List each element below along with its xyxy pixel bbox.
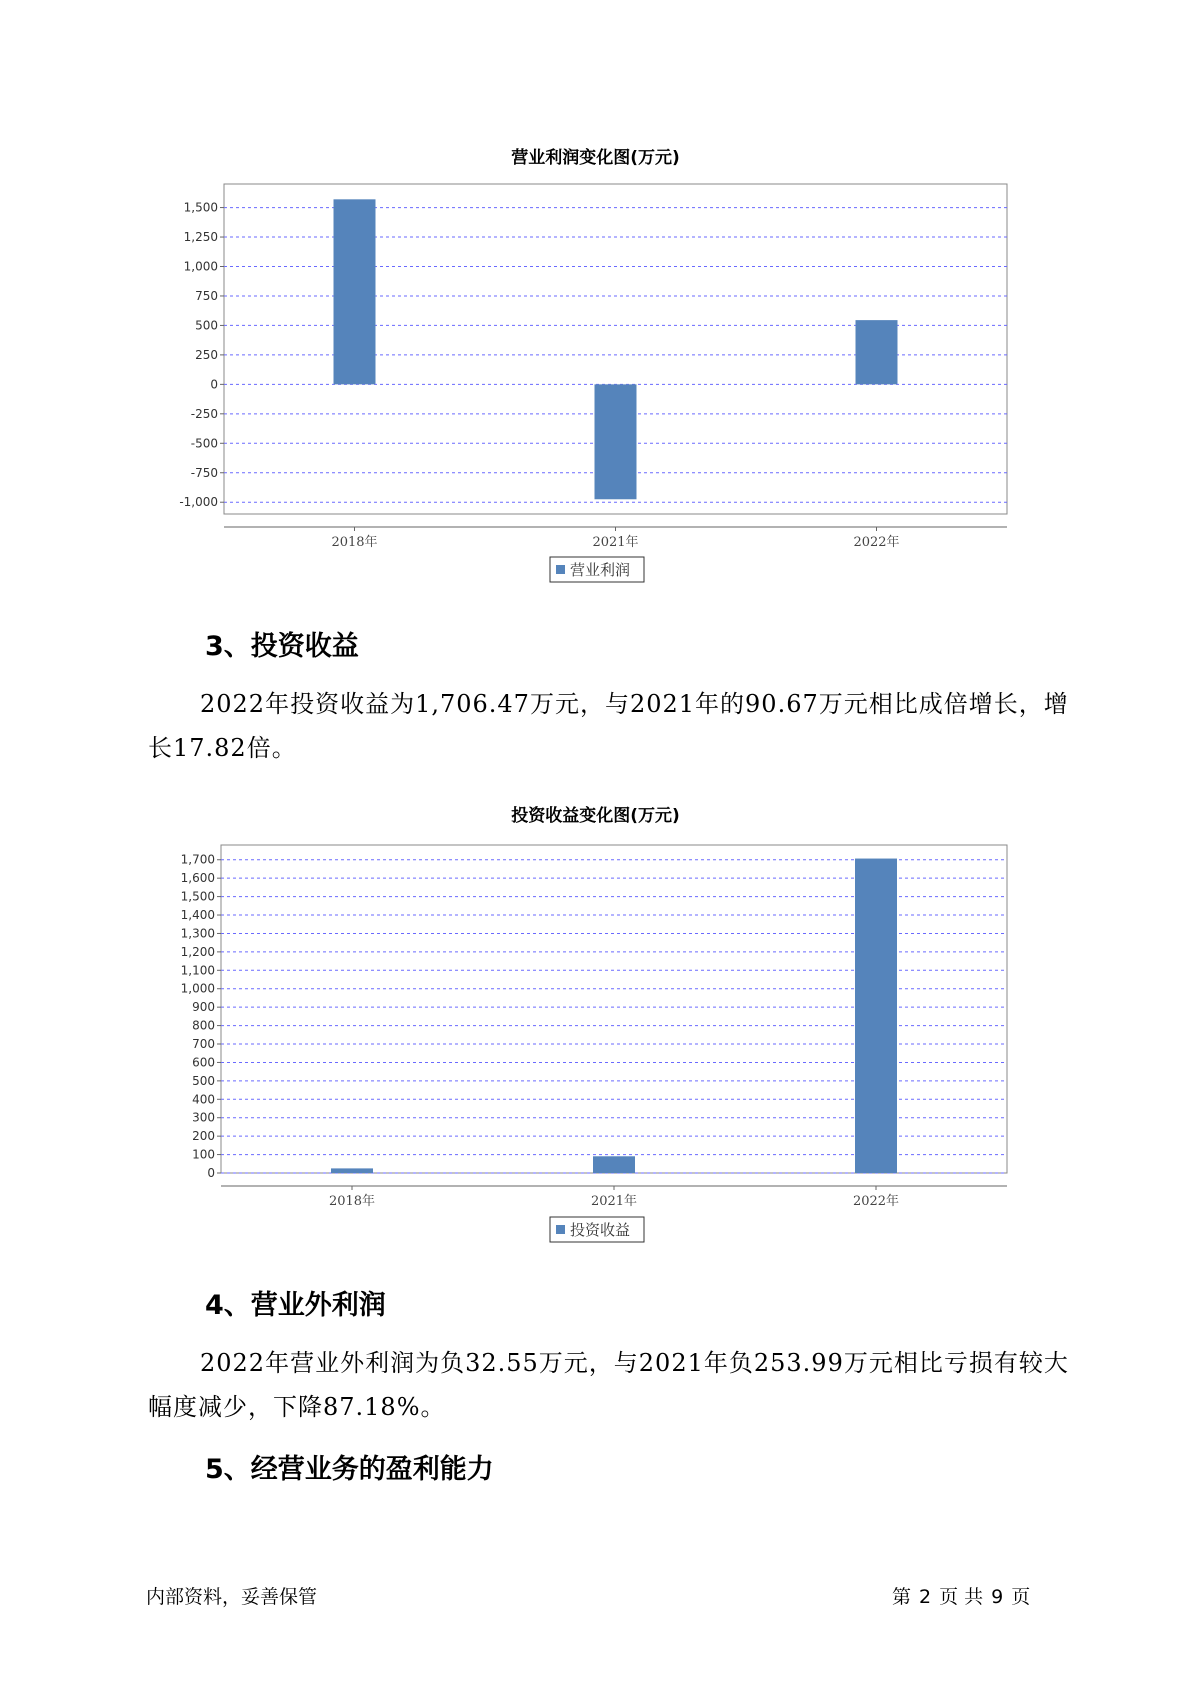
y-tick-label: 400 <box>192 1092 215 1107</box>
y-tick-label: 750 <box>195 288 218 303</box>
y-tick-label: 900 <box>192 1000 215 1015</box>
y-tick-label: -250 <box>190 406 218 421</box>
x-tick-label: 2018年 <box>331 535 378 550</box>
y-tick-label: 1,000 <box>180 981 215 996</box>
bar-2018年 <box>331 1168 373 1173</box>
x-tick-label: 2022年 <box>852 1194 900 1209</box>
y-tick-label: 1,500 <box>180 889 215 904</box>
legend <box>550 1217 644 1242</box>
chart1-title: 营业利润变化图(万元) <box>511 148 680 168</box>
y-tick-label: 1,100 <box>180 963 215 978</box>
y-tick-label: 1,250 <box>183 230 218 245</box>
bar-2022年 <box>855 859 897 1173</box>
y-tick-label: 600 <box>192 1055 215 1070</box>
page-number <box>892 1582 1038 1609</box>
y-tick-label: 500 <box>192 1073 215 1088</box>
x-tick-label: 2022年 <box>853 535 900 550</box>
y-tick-label: 1,600 <box>180 871 215 886</box>
legend-label: 营业利润 <box>570 561 631 579</box>
y-tick-label: 1,400 <box>180 908 215 923</box>
y-tick-label: 1,200 <box>180 944 215 959</box>
page-total: 9 <box>991 1586 1004 1608</box>
y-tick-label: -500 <box>190 436 218 451</box>
chart2-title: 投资收益变化图(万元) <box>511 806 680 826</box>
y-tick-label: 1,000 <box>183 259 218 274</box>
page-current: 2 <box>919 1586 932 1608</box>
y-tick-label: 800 <box>192 1018 215 1033</box>
page-prefix: 第 <box>892 1586 912 1608</box>
y-tick-label: 500 <box>195 318 218 333</box>
y-tick-label: 0 <box>207 1166 215 1180</box>
legend-swatch <box>556 1225 565 1234</box>
confidential-note: 内部资料，妥善保管 <box>146 1586 318 1608</box>
bar-2021年 <box>593 1156 635 1173</box>
page-mid: 页 共 <box>939 1586 984 1608</box>
y-tick-label: 1,300 <box>180 926 215 941</box>
section-5-heading: 5、经营业务的盈利能力 <box>205 1454 494 1485</box>
x-tick-label: 2021年 <box>590 1194 638 1209</box>
section-4-paragraph: 2022年营业外利润为负32.55万元，与2021年负253.99万元相比亏损有较大幅度减少，下降87.18%。 <box>148 1349 1069 1421</box>
y-tick-label: 700 <box>192 1037 215 1052</box>
legend-label: 投资收益 <box>570 1221 631 1239</box>
section-4-heading: 4、营业外利润 <box>205 1290 386 1321</box>
y-tick-label: 0 <box>210 377 218 392</box>
y-tick-label: 1,500 <box>183 200 218 215</box>
y-tick-label: 250 <box>195 347 218 362</box>
x-tick-label: 2018年 <box>328 1194 376 1209</box>
section-3-heading: 3、投资收益 <box>205 631 359 662</box>
y-tick-label: 1,700 <box>180 852 215 867</box>
page-suffix: 页 <box>1011 1586 1031 1608</box>
y-tick-label: -750 <box>190 465 218 480</box>
y-tick-label: 200 <box>192 1129 215 1144</box>
y-tick-label: 100 <box>192 1147 215 1162</box>
y-tick-label: -1,000 <box>179 495 218 510</box>
x-tick-label: 2021年 <box>592 535 639 550</box>
section-3-paragraph: 2022年投资收益为1,706.47万元，与2021年的90.67万元相比成倍增长，增长17.82倍。 <box>148 690 1069 762</box>
y-tick-label: 300 <box>192 1110 215 1125</box>
